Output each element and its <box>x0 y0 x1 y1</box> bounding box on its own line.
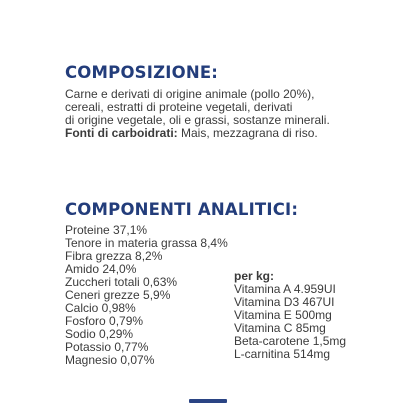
analytical-components-list <box>65 224 228 367</box>
analytical-item: Fibra grezza 8,2% <box>65 249 163 263</box>
additives-header: per kg: <box>234 269 275 283</box>
additive-item: L-carnitina 514mg <box>234 347 331 361</box>
additive-item: Vitamina C 85mg <box>234 321 326 335</box>
analytical-item: Magnesio 0,07% <box>65 353 155 367</box>
analytical-item: Zuccheri totali 0,63% <box>65 275 178 289</box>
carbohydrate-sources-line <box>65 127 330 140</box>
decorative-bar <box>189 399 227 403</box>
analytical-item: Potassio 0,77% <box>65 340 149 354</box>
analytical-item: Fosforo 0,79% <box>65 314 144 328</box>
additives-list <box>234 270 346 361</box>
composition-text <box>65 88 330 140</box>
analytical-item: Ceneri grezze 5,9% <box>65 288 171 302</box>
composition-line: di origine vegetale, oli e grassi, sostanze minerali. <box>65 113 330 127</box>
additive-item: Beta-carotene 1,5mg <box>234 334 347 348</box>
additive-item: Vitamina A 4.959UI <box>234 282 336 296</box>
analytical-item: Proteine 37,1% <box>65 223 148 237</box>
analytical-item: Sodio 0,29% <box>65 327 134 341</box>
analytical-item: Calcio 0,98% <box>65 301 136 315</box>
analytical-components-heading: COMPONENTI ANALITICI: <box>65 200 299 219</box>
composition-line: Carne e derivati di origine animale (pollo 20%), <box>65 87 315 101</box>
analytical-item: Amido 24,0% <box>65 262 137 276</box>
carbohydrate-sources-value: Mais, mezzagrana di riso. <box>177 126 318 140</box>
carbohydrate-sources-label: Fonti di carboidrati: <box>65 126 178 140</box>
composition-heading: COMPOSIZIONE: <box>65 63 219 82</box>
additive-item: Vitamina E 500mg <box>234 308 332 322</box>
composition-line: cereali, estratti di proteine vegetali, derivati <box>65 100 293 114</box>
additive-item: Vitamina D3 467UI <box>234 295 335 309</box>
analytical-item: Tenore in materia grassa 8,4% <box>65 236 228 250</box>
